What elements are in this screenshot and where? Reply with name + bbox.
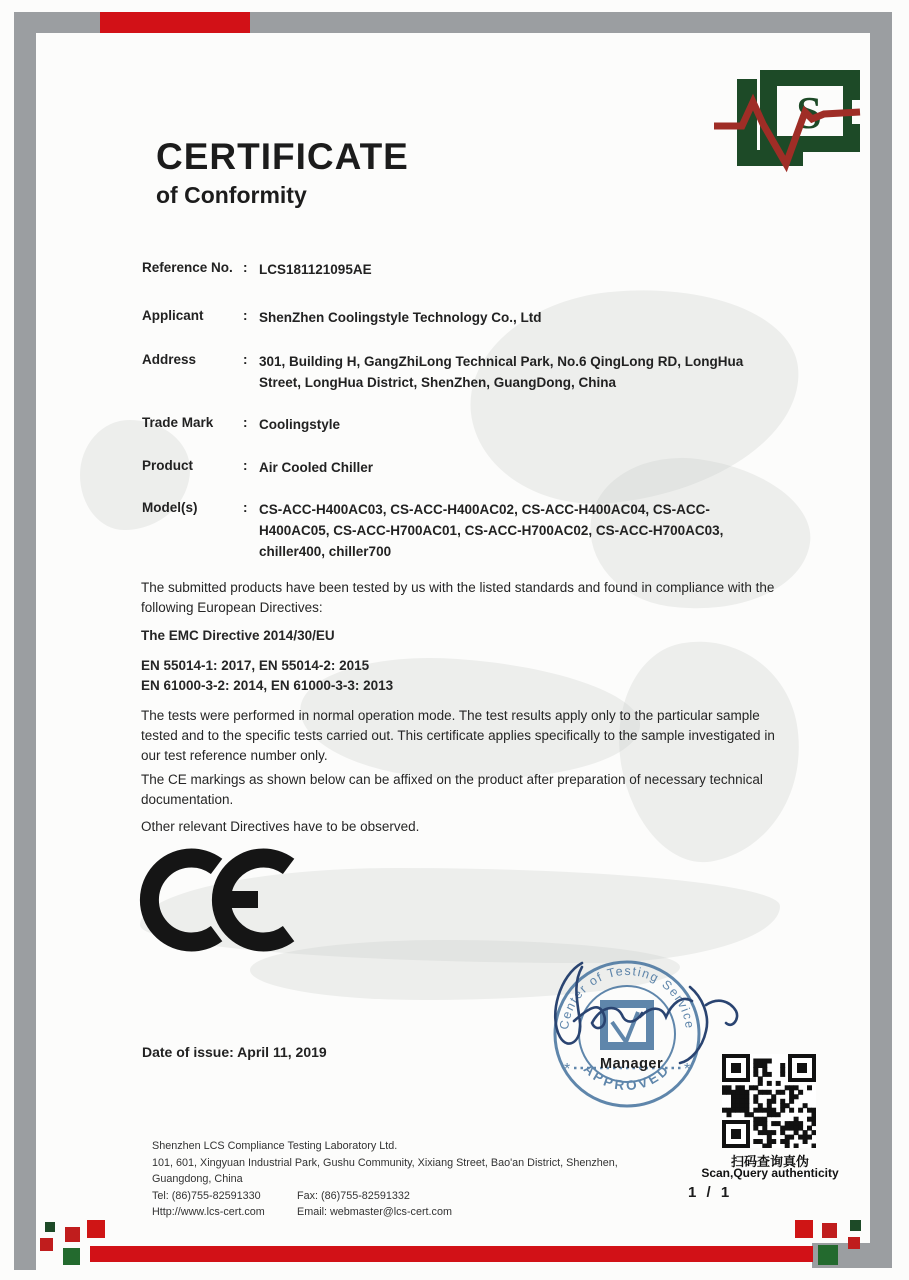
corner-square-red [87, 1220, 105, 1238]
qr-caption-en: Scan,Query authenticity [701, 1166, 839, 1180]
logo-letter-s: S [796, 87, 822, 138]
footer-web-email [152, 1204, 672, 1221]
field-colon: : [243, 308, 248, 323]
field-label: Address [142, 352, 197, 367]
stamp-star-left: * [564, 1061, 571, 1078]
border-left [14, 12, 36, 1270]
field-value: LCS181121095AE [259, 262, 372, 277]
footer-fax: Fax: (86)755-82591332 [297, 1189, 410, 1202]
field-value: Air Cooled Chiller [259, 460, 374, 475]
corner-square-red [40, 1238, 53, 1251]
field-value: ShenZhen Coolingstyle Technology Co., Ltd [259, 310, 542, 325]
stamp-star-right: * [684, 1061, 691, 1078]
paragraph-tests-note: The tests were performed in normal operation mode. The test results apply only to the particular sample tested and to the specific tests carried out. This certificate applies specifically to the sample investigated in our test reference number only. [141, 708, 775, 763]
field-label: Model(s) [142, 500, 198, 515]
field-address [142, 352, 782, 394]
footer-email: Email: webmaster@lcs-cert.com [297, 1206, 452, 1218]
corner-square-red [65, 1227, 80, 1242]
footer-address-1: 101, 601, Xingyuan Industrial Park, Gushu Community, Xixiang Street, Bao'an District, Shenzhen, [152, 1156, 618, 1169]
corner-square-green [818, 1245, 838, 1265]
lcs-logo [712, 62, 862, 174]
paragraph-emc-directive: The EMC Directive 2014/30/EU [141, 628, 335, 643]
field-colon: : [243, 458, 248, 473]
paragraph-ce-note: The CE markings as shown below can be affixed on the product after preparation of necessary technical documentation. [141, 772, 763, 807]
signature [530, 945, 760, 1095]
border-right [870, 12, 892, 1268]
date-of-issue: Date of issue: April 11, 2019 [142, 1044, 327, 1060]
qr-caption-cn: 扫码查询真伪 [730, 1154, 809, 1169]
field-applicant [142, 308, 782, 329]
title-of-conformity: of Conformity [156, 182, 307, 208]
footer-address-2: Guangdong, China [152, 1173, 243, 1185]
corner-square-green [850, 1220, 861, 1231]
footer-company: Shenzhen LCS Compliance Testing Laboratory Ltd. [152, 1140, 398, 1152]
footer-tel: Tel: (86)755-82591330 [152, 1189, 261, 1202]
page-subtitle [156, 182, 307, 209]
field-models [142, 500, 782, 563]
paragraph-other-note: Other relevant Directives have to be observed. [141, 819, 420, 834]
page-title [156, 136, 409, 178]
field-value: CS-ACC-H400AC03, CS-ACC-H400AC02, CS-ACC-H400AC04, CS-ACC-H400AC05, CS-ACC-H700AC01, CS-ACC-H700AC02, CS-ACC-H700AC03, chiller400, chiller700 [259, 502, 724, 559]
border-top-red-segment [100, 12, 250, 33]
paragraph-standards-2: EN 61000-3-2: 2014, EN 61000-3-3: 2013 [141, 678, 394, 693]
paragraph-standards-1: EN 55014-1: 2017, EN 55014-2: 2015 [141, 658, 370, 673]
footer-tel-fax [152, 1188, 672, 1205]
field-reference-no [142, 260, 782, 281]
field-colon: : [243, 415, 248, 430]
field-label: Product [142, 458, 194, 473]
stamp-bottom-text: APPROVED [580, 1061, 674, 1094]
footer-web: Http://www.lcs-cert.com [152, 1206, 265, 1218]
field-trade-mark [142, 415, 782, 436]
field-colon: : [243, 352, 248, 367]
field-colon: : [243, 260, 248, 275]
corner-square-green [63, 1248, 80, 1265]
field-label: Reference No. [142, 260, 233, 275]
border-bottom-red-strip [90, 1246, 813, 1262]
title-certificate: CERTIFICATE [156, 136, 409, 177]
field-value: Coolingstyle [259, 417, 341, 432]
footer-lab-info [152, 1138, 672, 1221]
paragraph-intro: The submitted products have been tested by us with the listed standards and found in compliance with the following European Directives: [141, 580, 775, 615]
field-label: Applicant [142, 308, 204, 323]
corner-square-green [45, 1222, 55, 1232]
corner-square-red [822, 1223, 837, 1238]
page-number: 1 / 1 [688, 1184, 733, 1201]
ce-mark [130, 846, 295, 956]
field-product [142, 458, 782, 479]
manager-label: Manager [600, 1056, 664, 1072]
field-label: Trade Mark [142, 415, 214, 430]
stamp-top-text: Center of Testing Service [557, 963, 697, 1031]
field-value: 301, Building H, GangZhiLong Technical Park, No.6 QingLong RD, LongHua Street, LongHua District, ShenZhen, GuangDong, China [259, 354, 744, 390]
corner-square-red [848, 1237, 860, 1249]
corner-square-red [795, 1220, 813, 1238]
field-colon: : [243, 500, 248, 515]
